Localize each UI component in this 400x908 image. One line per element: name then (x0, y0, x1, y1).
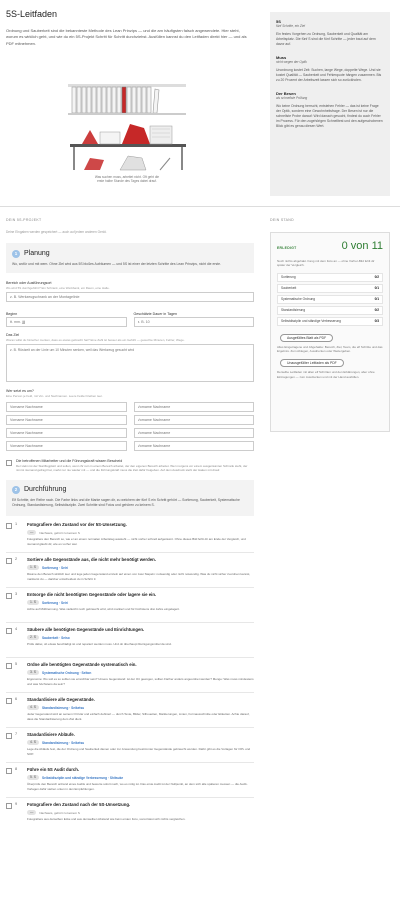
step-title: Ordne alle benötigten Gegenstände systematisch ein. (27, 662, 137, 668)
name-input[interactable] (134, 402, 255, 412)
progress-row-value: 0/1 (374, 285, 379, 290)
s-category: Selbstdisziplin und ständige Verbesserung · Shitsuke (42, 775, 124, 780)
ziel-label: Das Ziel (6, 333, 20, 338)
dauer-input[interactable] (134, 317, 255, 327)
progress-row-value: 0/3 (374, 318, 379, 323)
name-input[interactable] (134, 441, 255, 451)
step-title: Standardisiere Abläufe. (27, 732, 75, 738)
intro (6, 8, 248, 47)
step-checkbox[interactable] (6, 558, 12, 564)
project-form (6, 230, 254, 833)
illustration-caption: Was suchen muss, arbeitet nicht. Oft geht die erste halbe Stunde des Tages dabei drauf. (94, 175, 160, 184)
step-number-badge: 1 (12, 250, 20, 258)
wer-help: Eine Person je Feld, mit Vor- und Nachnamen. Leere Felder bleiben leer. (6, 393, 103, 398)
step-item (6, 763, 254, 798)
s-badge: 4. S (27, 740, 39, 745)
s-badge: 1. S (27, 600, 39, 605)
planung-text: Wo, wofür und mit wem. Ohne Ziel wird aus 5S bloßes Aufräumen — und 5S ist einer der letzten Schritte des Lean Prinzips, nicht die erste. (12, 261, 221, 266)
wer-label: Wer setzt es um? (6, 388, 34, 393)
planung-title: Planung (24, 250, 50, 258)
step-checkbox[interactable] (6, 593, 12, 599)
empty-pdf-text: Derselbe Leitfaden mit allen elf Schritten und den Erklärungen, aber ohne Eintragungen — zum Ausdrucken und mit der Hand ausfüllen. (277, 370, 375, 379)
step-number: 4 (15, 627, 18, 632)
step-number: 1 (15, 522, 18, 527)
step-text: Jeder Gegenstand wird an seinem Ort klar und einfach definiert — durch Texte, Bilder, Silhouetten, Markierungen, Linien, Formausschnitte oder Etiketten. Achte darauf, dass die Standardisierung dem Ziel dient. (27, 712, 250, 721)
progress-row-label: Standardisierung (281, 307, 306, 312)
informed-checkbox[interactable] (6, 460, 12, 466)
ziel-textarea[interactable] (6, 344, 254, 382)
beginn-label: Beginn (6, 312, 18, 317)
s-category: Sauberkeit · Seiso (42, 635, 70, 640)
name-input[interactable] (6, 402, 127, 412)
side-info-panel (270, 12, 390, 196)
step-text: Prüfe dabei, ob etwas beschädigt ist und repariert werden muss. Und ob überhaupt Reinigungsmittel da sind. (27, 642, 172, 647)
name-input[interactable] (6, 441, 127, 451)
step-checkbox[interactable] (6, 733, 12, 739)
progress-panel (270, 232, 390, 432)
progress-row-label: Sortierung (281, 274, 296, 279)
step-number: 7 (15, 732, 18, 737)
name-input[interactable] (6, 415, 127, 425)
progress-note: Noch nichts abgehakt. Fang mit dem Foto an — ohne Vorher-Bild fehlt dir später der Vergleich. (277, 258, 375, 268)
s-badge: 3. S (27, 670, 39, 675)
progress-row (277, 284, 383, 293)
step-number: 2 (15, 557, 18, 562)
durch-text: Elf Schritte, der Reihe nach. Die Farbe links und die Marke sagen dir, zu welchem der fünf S ein Schritt gehört — Sortierung, Sauberkeit, Systematische Ordnung, Standardisierung, Selbstdisziplin. Zwei Schritte sind Fotos und gehören zu keinem S. (12, 497, 240, 507)
filled-pdf-text: Alles Eingetragene und Abgehakte: Bereich, Ziel, Team, die elf Schritte und das Ergebnis. Zum Ablegen, Ausdrucken oder Weitergeben. (277, 344, 383, 353)
step-item (6, 728, 254, 763)
step-number: 8 (15, 767, 18, 772)
informed-checkbox-row[interactable] (6, 459, 254, 473)
step-checkbox[interactable] (6, 628, 12, 634)
dauer-label: Geschätzte Dauer in Tagen (133, 312, 177, 317)
s-category: Standardisierung · Seiketsu (42, 705, 85, 710)
step-title: Fotografiere den Zustand nach der 5S-Umsetzung. (27, 802, 131, 808)
durchfuehrung-box (6, 480, 254, 516)
informed-help: Der Helm ist der Startflugplatz und sollen, wenn ihr rein in einem Bereich arbeitet, der den eigenen Bereich arbeitet. Wer morgens vor einem ausgeräumten Schrank steht, der nimmt niemand gefragt hat, merkt nur nie wieder mit — und die Führungskraft muss die Zeit dafür freigeben. Auf dem Ausdruck steht der Haken mit drauf. (16, 463, 248, 473)
empty-pdf-button[interactable]: Unausgefüllter Leitfaden als PDF (280, 359, 344, 367)
step-text: Lege die Abläufe fest, die der Ordnung und Sauberkeit dienen oder zur Anwendung bestimmter Gegenstände gebraucht werden. Dafür gibt es die Vorlagen für OPL und SOP. (27, 747, 251, 756)
name-input[interactable] (134, 428, 255, 438)
step-item (6, 553, 254, 588)
step-title: Führe ein 5S Audit durch. (27, 767, 80, 773)
step-checkbox[interactable] (6, 663, 12, 669)
s-category: Nachweis, gehört zu keinem S (39, 810, 80, 815)
step-checkbox[interactable] (6, 698, 12, 704)
intro-text: Ordnung und Sauberkeit sind die bekannteste Methode des Lean Prinzips — und die am häufigsten falsch angewendete. Hier steht, worum es wirklich geht, und wie du ein 5S-Projekt Schritt für Schritt durchziehst. Ausfüllen kannst du den Leitfaden direkt hier — und als PDF mitnehmen. (6, 28, 247, 46)
bereich-label: Bereich oder Ausführungsort (6, 281, 52, 286)
step-text: Ergonomie: Wo soll es so sollten sie erreichbar sein? Unsere Gegenstand: ist der Ort gewogen, sollten Fächer anders angeordnet werden? Menge: Was muss mindestens und was höchstens da sein? (27, 677, 254, 686)
step-item (6, 588, 254, 623)
s-category: Nachweis, gehört zu keinem S (39, 530, 80, 535)
step-text: Fotografiere aus derselben Ecke und aus demselben Abstand wie beim ersten Foto, sonst lässt sich nichts vergleichen. (27, 817, 186, 822)
step-item (6, 518, 254, 553)
step-item (6, 798, 254, 833)
step-text: Fotografiere den Bereich so, wie er an einem normalen Arbeitstag aussieht — nicht vorher schnell aufgeräumt. Ohne dieses Bild fehlt dir am Ende der Vergleich, und niemand glaubt dir, wie es vorher war. (27, 537, 246, 546)
progress-row (277, 273, 383, 282)
name-input[interactable] (6, 428, 127, 438)
step-number: 5 (15, 662, 18, 667)
progress-row-value: 0/1 (374, 296, 379, 301)
step-item (6, 658, 254, 693)
project-label: DEIN 5S-PROJEKT (6, 218, 42, 222)
step-number: 3 (15, 592, 18, 597)
done-label: ERLEDIGT (277, 246, 297, 250)
step-checkbox[interactable] (6, 768, 12, 774)
planung-box (6, 243, 254, 273)
step-number: 6 (15, 697, 18, 702)
step-title: Säubere alle benötigten Gegenstände und Einrichtungen. (27, 627, 145, 633)
info-besen: Der Besen als schnellste Prüfung Wo keine Ordnung herrscht, entstehen Fehler — das ist keine Frage der Optik, sondern eine Gewohnheitsfrage. Der Besen ist nur die schnellste Probe darauf: Wird danach gesucht, findest du auch Fehler im Prozess. Für den zugehörigen Schnelltest und den aufgeschobenen Blick gibt es genau diesen Wert. (276, 91, 383, 129)
s-category: Sortierung · Seiri (42, 565, 68, 570)
done-count: 0 von 11 (341, 240, 383, 252)
save-hint: Deine Eingaben werden gespeichert — auch auf jedem anderen Gerät. (6, 230, 107, 234)
s-badge: 2. S (27, 635, 39, 640)
progress-row-label: Sauberkeit (281, 285, 297, 290)
beginn-date-input[interactable] (6, 317, 127, 327)
progress-row-value: 0/2 (374, 307, 379, 312)
team-names (6, 402, 254, 451)
s-badge: 1. S (27, 565, 39, 570)
step-number-badge: 2 (12, 486, 20, 494)
durch-title: Durchführung (24, 486, 67, 494)
step-list (6, 518, 254, 833)
step-item (6, 693, 254, 728)
informed-label: Die betroffenen Mitarbeiter und die Führungskraft wissen Bescheid (16, 458, 123, 463)
stand-label: DEIN STAND (270, 218, 294, 222)
step-title: Entsorge die nicht benötigten Gegenstände oder lagere sie ein. (27, 592, 157, 598)
s-badge: 4. S (27, 705, 39, 710)
progress-row (277, 306, 383, 315)
progress-row (277, 317, 383, 326)
bereich-input[interactable] (6, 292, 254, 302)
step-checkbox[interactable] (6, 803, 12, 809)
step-text: Achte auf Mülltrennung. Was vielleicht noch gebraucht wird, wird markiert und für höchstens drei Jahre eingelagert. (27, 607, 180, 612)
ziel-help: Woran willst du hinterher merken, dass es etwas gebracht hat? Eine Zahl ist besser als ein Gefühl — gesuchte Minuten, Fehler, Wege. (6, 337, 185, 342)
step-text: Räume den Bereich wirklich leer und lege jeden Gegenstand einzeln auf einen von zwei Stapeln: notwendig oder nicht notwendig. Was du nicht sicher zuordnen kannst, markierst du — darüber entscheidest du in Schritt 3. (27, 572, 251, 581)
cluttered-shelf-illustration (60, 74, 195, 174)
info-muss: Muss nicht wegen der Optik Unordnung kostet Zeit: Suchen, lange Wege, doppelte Wege. Und sie kostet Qualität — Sauberkeit und Fehlerquote hängen zusammen. Bis zu 20 Prozent der Arbeitszeit lassen sich so zurückholen. (276, 55, 382, 82)
step-title: Sortiere alle Gegenstände aus, die nicht mehr benötigt werden. (27, 557, 156, 563)
step-title: Fotografiere den Zustand vor der 5S-Umsetzung. (27, 522, 127, 528)
progress-row-label: Systematische Ordnung (281, 296, 316, 301)
s-badge: — (27, 810, 36, 815)
s-category: Sortierung · Seiri (42, 600, 68, 605)
step-number: 9 (15, 802, 18, 807)
s-badge: 5. S (27, 775, 39, 780)
progress-rows (277, 273, 383, 326)
bereich-help: Wo wird 5S durchgeführt? Ein Schrank, eine Werkbank, ein Raum, eine Halle. (6, 286, 110, 291)
progress-row (277, 295, 383, 304)
info-5s: 5S fünf Schritte, ein Ziel Ein festes Vorgehen zu Ordnung, Sauberkeit und Qualität am Arbeitsplatz. Die fünf S sind die fünf Schritte — jeder baut auf dem davor auf. (276, 19, 376, 46)
step-title: Standardisiere alle Gegenstände. (27, 697, 95, 703)
step-text: Überprüfe den Bereich anhand eines Audits und bewerte sofort nach, wo es nötig ist. Das erste Audit ist der Nullpunkt, an dem sich alle späteren messen — die Audit-Vorlagen dafür stehen unten in den Empfehlungen. (27, 782, 248, 791)
filled-pdf-button[interactable]: Ausgefülltes Blatt als PDF (280, 334, 333, 342)
progress-row-value: 0/2 (374, 274, 379, 279)
name-input[interactable] (134, 415, 255, 425)
s-category: Systematische Ordnung · Seiton (42, 670, 92, 675)
page-title: 5S-Leitfaden (6, 9, 58, 19)
s-badge: — (27, 530, 36, 535)
step-item (6, 623, 254, 658)
step-checkbox[interactable] (6, 523, 12, 529)
progress-row-label: Selbstdisziplin und ständige Verbesserung (281, 318, 341, 323)
s-category: Standardisierung · Seiketsu (42, 740, 85, 745)
section-divider (0, 206, 400, 207)
